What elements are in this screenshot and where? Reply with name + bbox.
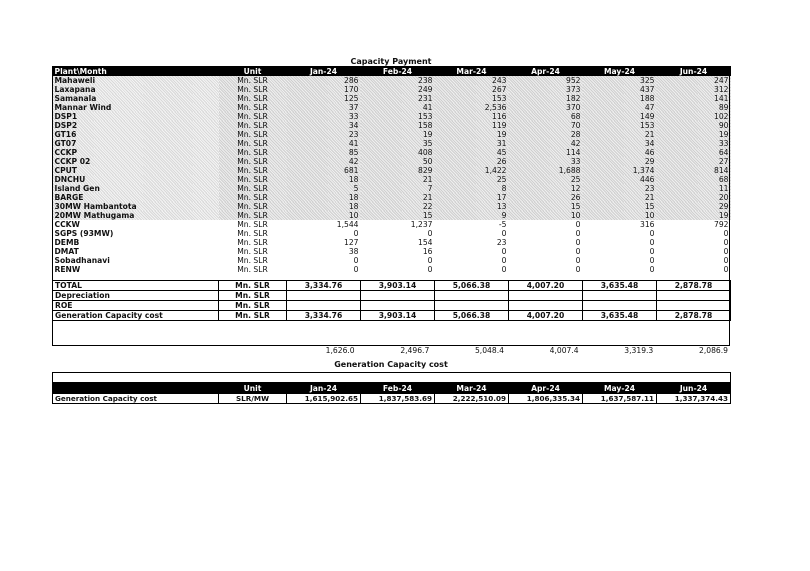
cell-value: 1,637,587.11: [583, 394, 657, 404]
plant-name: Laxapana: [53, 85, 219, 94]
unit-cell: Mn. SLR: [219, 175, 287, 184]
cell-value: 10: [287, 211, 361, 220]
cell-value: 23: [583, 184, 657, 193]
summary-label: Generation Capacity cost: [53, 311, 219, 321]
unit-cell: Mn. SLR: [219, 301, 287, 311]
cell-value: 153: [583, 121, 657, 130]
plant-name: BARGE: [53, 193, 219, 202]
cell-value: 25: [435, 175, 509, 184]
cell-value: 238: [361, 76, 435, 85]
cell-value: 21: [583, 130, 657, 139]
cell-value: 19: [657, 130, 731, 139]
cell-value: 19: [657, 211, 731, 220]
cell-value: 18: [287, 193, 361, 202]
unit-cell: Mn. SLR: [219, 157, 287, 166]
header-month: May-24: [583, 383, 657, 394]
unit-cell: Mn. SLR: [237, 265, 268, 274]
cell-value: 267: [435, 85, 509, 94]
cell-value: [657, 291, 731, 301]
cell-value: 0: [501, 256, 507, 265]
cell-value: 25: [509, 175, 583, 184]
cell-value: 0: [575, 265, 581, 274]
cell-value: 20: [657, 193, 731, 202]
cell-value: 15: [361, 211, 435, 220]
cell-value: 141: [657, 94, 731, 103]
cell-value: 446: [583, 175, 657, 184]
extra-value: 5,048.4: [474, 346, 504, 355]
cell-value: 23: [287, 130, 361, 139]
cell-value: 21: [361, 175, 435, 184]
table-row: [53, 184, 731, 193]
cell-value: 31: [435, 139, 509, 148]
row-label: Generation Capacity cost: [53, 394, 219, 404]
summary-label: ROE: [53, 301, 219, 311]
generation-capacity-cost-title: Generation Capacity cost: [334, 360, 448, 369]
table-row: [53, 265, 731, 274]
summary-label: TOTAL: [53, 281, 219, 291]
table-header-row: [53, 383, 731, 394]
cell-value: 3,903.14: [361, 311, 435, 321]
plant-name: GT07: [53, 139, 219, 148]
cell-value: 325: [583, 76, 657, 85]
table-row: [53, 85, 731, 94]
cell-value: 1,337,374.43: [657, 394, 731, 404]
cell-value: 188: [583, 94, 657, 103]
unit-cell: Mn. SLR: [219, 211, 287, 220]
cell-value: 249: [361, 85, 435, 94]
cell-value: [435, 301, 509, 311]
cell-value: [583, 301, 657, 311]
extra-values-row: [282, 346, 730, 355]
cell-value: 153: [361, 112, 435, 121]
plant-name: CCKW: [54, 220, 80, 229]
plant-name: DSP1: [53, 112, 219, 121]
cell-value: 29: [583, 157, 657, 166]
summary-row: [53, 311, 731, 321]
cell-value: 16: [422, 247, 433, 256]
table-row: [53, 148, 731, 157]
header-month: Jun-24: [657, 66, 731, 76]
unit-cell: Mn. SLR: [219, 202, 287, 211]
cell-value: 42: [287, 157, 361, 166]
table-row: [53, 256, 731, 265]
generation-capacity-cost-table: [52, 372, 731, 404]
cell-value: 149: [583, 112, 657, 121]
cell-value: 3,334.76: [287, 281, 361, 291]
unit-cell: Mn. SLR: [237, 247, 268, 256]
cell-value: 46: [583, 148, 657, 157]
cell-value: 170: [287, 85, 361, 94]
cell-value: 5: [287, 184, 361, 193]
cell-value: 370: [509, 103, 583, 112]
plant-name: DMAT: [54, 247, 79, 256]
cell-value: 68: [657, 175, 731, 184]
cell-value: 0: [427, 265, 433, 274]
cell-value: 158: [361, 121, 435, 130]
table-row: [53, 193, 731, 202]
table-row: [53, 103, 731, 112]
cell-value: 38: [348, 247, 359, 256]
plant-name: SGPS (93MW): [54, 229, 114, 238]
capacity-payment-table: [52, 66, 731, 321]
extra-values-row-table: [282, 346, 730, 355]
cell-value: 0: [427, 229, 433, 238]
unit-cell: Mn. SLR: [237, 256, 268, 265]
cell-value: 373: [509, 85, 583, 94]
cell-value: [435, 291, 509, 301]
cell-value: [287, 301, 361, 311]
cell-value: 33: [657, 139, 731, 148]
plant-name: CPUT: [53, 166, 219, 175]
table-row: [53, 130, 731, 139]
cell-value: 3,903.14: [361, 281, 435, 291]
cell-value: 1,422: [435, 166, 509, 175]
cell-value: 35: [361, 139, 435, 148]
cell-value: 2,878.78: [657, 281, 731, 291]
cell-value: 15: [509, 202, 583, 211]
unit-cell: Mn. SLR: [219, 148, 287, 157]
cell-value: 0: [649, 238, 655, 247]
unit-cell: Mn. SLR: [219, 112, 287, 121]
table-row: [53, 157, 731, 166]
cell-value: 89: [657, 103, 731, 112]
cell-value: 90: [657, 121, 731, 130]
table-row: [53, 229, 731, 238]
cell-value: 19: [361, 130, 435, 139]
capacity-payment-title: Capacity Payment: [350, 57, 432, 66]
unit-cell: Mn. SLR: [237, 229, 268, 238]
cell-value: 13: [435, 202, 509, 211]
plant-name: DNCHU: [53, 175, 219, 184]
plant-name: RENW: [54, 265, 81, 274]
cell-value: 27: [657, 157, 731, 166]
table-row: [53, 121, 731, 130]
unit-cell: Mn. SLR: [219, 184, 287, 193]
cell-value: 4,007.20: [509, 281, 583, 291]
cell-value: 0: [723, 247, 729, 256]
cell-value: 0: [501, 229, 507, 238]
summary-row: [53, 291, 731, 301]
cell-value: 23: [496, 238, 507, 247]
cell-value: 681: [287, 166, 361, 175]
plant-name: DSP2: [53, 121, 219, 130]
cell-value: 125: [287, 94, 361, 103]
table-row: [53, 112, 731, 121]
cell-value: 0: [501, 265, 507, 274]
cell-value: 3,635.48: [583, 311, 657, 321]
cell-value: 0: [723, 256, 729, 265]
cell-value: 29: [657, 202, 731, 211]
cell-value: 15: [583, 202, 657, 211]
cell-value: 243: [435, 76, 509, 85]
summary-row: [53, 301, 731, 311]
table-row: [53, 76, 731, 85]
cell-value: 5,066.38: [435, 311, 509, 321]
unit-cell: Mn. SLR: [219, 291, 287, 301]
unit-cell: Mn. SLR: [219, 85, 287, 94]
blank-row: [53, 373, 731, 383]
plant-name: Sobadhanavi: [54, 256, 110, 265]
cell-value: 26: [509, 193, 583, 202]
cell-value: 247: [657, 76, 731, 85]
plant-name: Island Gen: [53, 184, 219, 193]
cell-value: 10: [509, 211, 583, 220]
unit-cell: Mn. SLR: [219, 193, 287, 202]
cell-value: [583, 291, 657, 301]
header-month: Jan-24: [287, 66, 361, 76]
cell-value: 0: [649, 229, 655, 238]
row-unit: SLR/MW: [219, 394, 287, 404]
header-blank: [53, 383, 219, 394]
table-row: [53, 202, 731, 211]
extra-value: 2,496.7: [400, 346, 430, 355]
cell-value: 316: [640, 220, 655, 229]
cell-value: 2,536: [435, 103, 509, 112]
cell-value: 18: [287, 202, 361, 211]
cell-value: 437: [583, 85, 657, 94]
cell-value: 5,066.38: [435, 281, 509, 291]
cell-value: 28: [509, 130, 583, 139]
cell-value: 19: [435, 130, 509, 139]
cell-value: 0: [427, 256, 433, 265]
cell-value: 34: [287, 121, 361, 130]
table-header-row: [53, 66, 731, 76]
summary-label: Depreciation: [53, 291, 219, 301]
unit-cell: Mn. SLR: [219, 76, 287, 85]
cell-value: 70: [509, 121, 583, 130]
cell-value: 4,007.20: [509, 311, 583, 321]
cell-value: 0: [575, 238, 581, 247]
cell-value: 792: [714, 220, 729, 229]
header-month: Jan-24: [287, 383, 361, 394]
unit-cell: Mn. SLR: [237, 238, 268, 247]
cell-value: 18: [287, 175, 361, 184]
extra-value: 2,086.9: [699, 346, 728, 355]
table-row: [53, 247, 731, 256]
cell-value: 3,334.76: [287, 311, 361, 321]
cell-value: 2,222,510.09: [435, 394, 509, 404]
unit-cell: Mn. SLR: [219, 139, 287, 148]
cell-value: 0: [575, 220, 581, 229]
header-month: Mar-24: [435, 66, 509, 76]
cell-value: [287, 291, 361, 301]
cell-value: 68: [509, 112, 583, 121]
cell-value: 33: [509, 157, 583, 166]
table-row: [53, 238, 731, 247]
cell-value: 1,806,335.34: [509, 394, 583, 404]
cell-value: 182: [509, 94, 583, 103]
cell-value: 0: [353, 229, 359, 238]
cell-value: 21: [583, 193, 657, 202]
table-row: [53, 166, 731, 175]
cell-value: 50: [361, 157, 435, 166]
cell-value: [657, 301, 731, 311]
cell-value: 1,837,583.69: [361, 394, 435, 404]
cell-value: 3,635.48: [583, 281, 657, 291]
unit-cell: Mn. SLR: [219, 281, 287, 291]
cell-value: 47: [583, 103, 657, 112]
header-plant-month: Plant\Month: [53, 66, 219, 76]
cell-value: 1,237: [410, 220, 433, 229]
cell-value: 829: [361, 166, 435, 175]
unit-cell: Mn. SLR: [219, 166, 287, 175]
cell-value: 8: [435, 184, 509, 193]
extra-value: 3,319.3: [624, 346, 654, 355]
cell-value: 41: [287, 139, 361, 148]
cell-value: 0: [353, 256, 359, 265]
cell-value: 408: [361, 148, 435, 157]
unit-cell: Mn. SLR: [219, 311, 287, 321]
header-month: Apr-24: [509, 66, 583, 76]
cell-value: 11: [657, 184, 731, 193]
extra-value: 1,626.0: [325, 346, 355, 355]
cell-value: 154: [418, 238, 433, 247]
header-unit: Unit: [219, 66, 287, 76]
cell-value: 286: [287, 76, 361, 85]
cell-value: 1,688: [509, 166, 583, 175]
cell-value: 0: [649, 247, 655, 256]
header-month: Feb-24: [361, 383, 435, 394]
table-row: [53, 94, 731, 103]
extra-value: 4,007.4: [549, 346, 579, 355]
cell-value: 102: [657, 112, 731, 121]
unit-cell: Mn. SLR: [219, 130, 287, 139]
cell-value: [509, 291, 583, 301]
summary-row: [53, 281, 731, 291]
header-month: Feb-24: [361, 66, 435, 76]
cell-value: 0: [649, 265, 655, 274]
cell-value: 33: [287, 112, 361, 121]
cell-value: 2,878.78: [657, 311, 731, 321]
table-row: [53, 211, 731, 220]
cell-value: 127: [344, 238, 359, 247]
unit-cell: Mn. SLR: [237, 220, 268, 229]
header-month: May-24: [583, 66, 657, 76]
cell-value: 0: [649, 256, 655, 265]
cell-value: 0: [723, 238, 729, 247]
cell-value: -5: [498, 220, 507, 229]
unit-cell: Mn. SLR: [219, 121, 287, 130]
cell-value: 21: [361, 193, 435, 202]
cell-value: 34: [583, 139, 657, 148]
cell-value: 0: [353, 265, 359, 274]
cell-value: 85: [287, 148, 361, 157]
cell-value: 0: [575, 247, 581, 256]
cell-value: 814: [657, 166, 731, 175]
cell-value: 0: [723, 265, 729, 274]
unit-cell: Mn. SLR: [219, 103, 287, 112]
cell-value: 12: [509, 184, 583, 193]
plant-name: Mahaweli: [53, 76, 219, 85]
cell-value: 45: [435, 148, 509, 157]
cell-value: [361, 301, 435, 311]
cell-value: 37: [287, 103, 361, 112]
cell-value: 0: [501, 247, 507, 256]
plant-name: Mannar Wind: [53, 103, 219, 112]
table-row: [53, 394, 731, 404]
cell-value: 1,374: [583, 166, 657, 175]
cell-value: 1,615,902.65: [287, 394, 361, 404]
plant-name: CCKP: [53, 148, 219, 157]
cell-value: 22: [361, 202, 435, 211]
cell-value: 119: [435, 121, 509, 130]
plant-name: Samanala: [53, 94, 219, 103]
unit-cell: Mn. SLR: [219, 94, 287, 103]
header-month: Mar-24: [435, 383, 509, 394]
header-unit: Unit: [219, 383, 287, 394]
header-month: Jun-24: [657, 383, 731, 394]
cell-value: 0: [575, 229, 581, 238]
cell-value: [361, 291, 435, 301]
cell-value: 116: [435, 112, 509, 121]
cell-value: 0: [723, 229, 729, 238]
table-row: [53, 139, 731, 148]
cell-value: 0: [575, 256, 581, 265]
cell-value: 41: [361, 103, 435, 112]
table-row: [53, 175, 731, 184]
cell-value: 10: [583, 211, 657, 220]
plant-name: GT16: [53, 130, 219, 139]
plant-name: CCKP 02: [53, 157, 219, 166]
cell-value: 312: [657, 85, 731, 94]
header-month: Apr-24: [509, 383, 583, 394]
cell-value: 9: [435, 211, 509, 220]
cell-value: 42: [509, 139, 583, 148]
cell-value: 64: [657, 148, 731, 157]
cell-value: [509, 301, 583, 311]
cell-value: 17: [435, 193, 509, 202]
cell-value: 231: [361, 94, 435, 103]
cell-value: 114: [509, 148, 583, 157]
plant-name: DEMB: [54, 238, 80, 247]
cell-value: 7: [361, 184, 435, 193]
cell-value: 952: [509, 76, 583, 85]
cell-value: 153: [435, 94, 509, 103]
cell-value: 26: [435, 157, 509, 166]
table-row: [53, 220, 731, 229]
cell-value: 1,544: [336, 220, 359, 229]
plant-name: 30MW Hambantota: [53, 202, 219, 211]
plant-name: 20MW Mathugama: [53, 211, 219, 220]
